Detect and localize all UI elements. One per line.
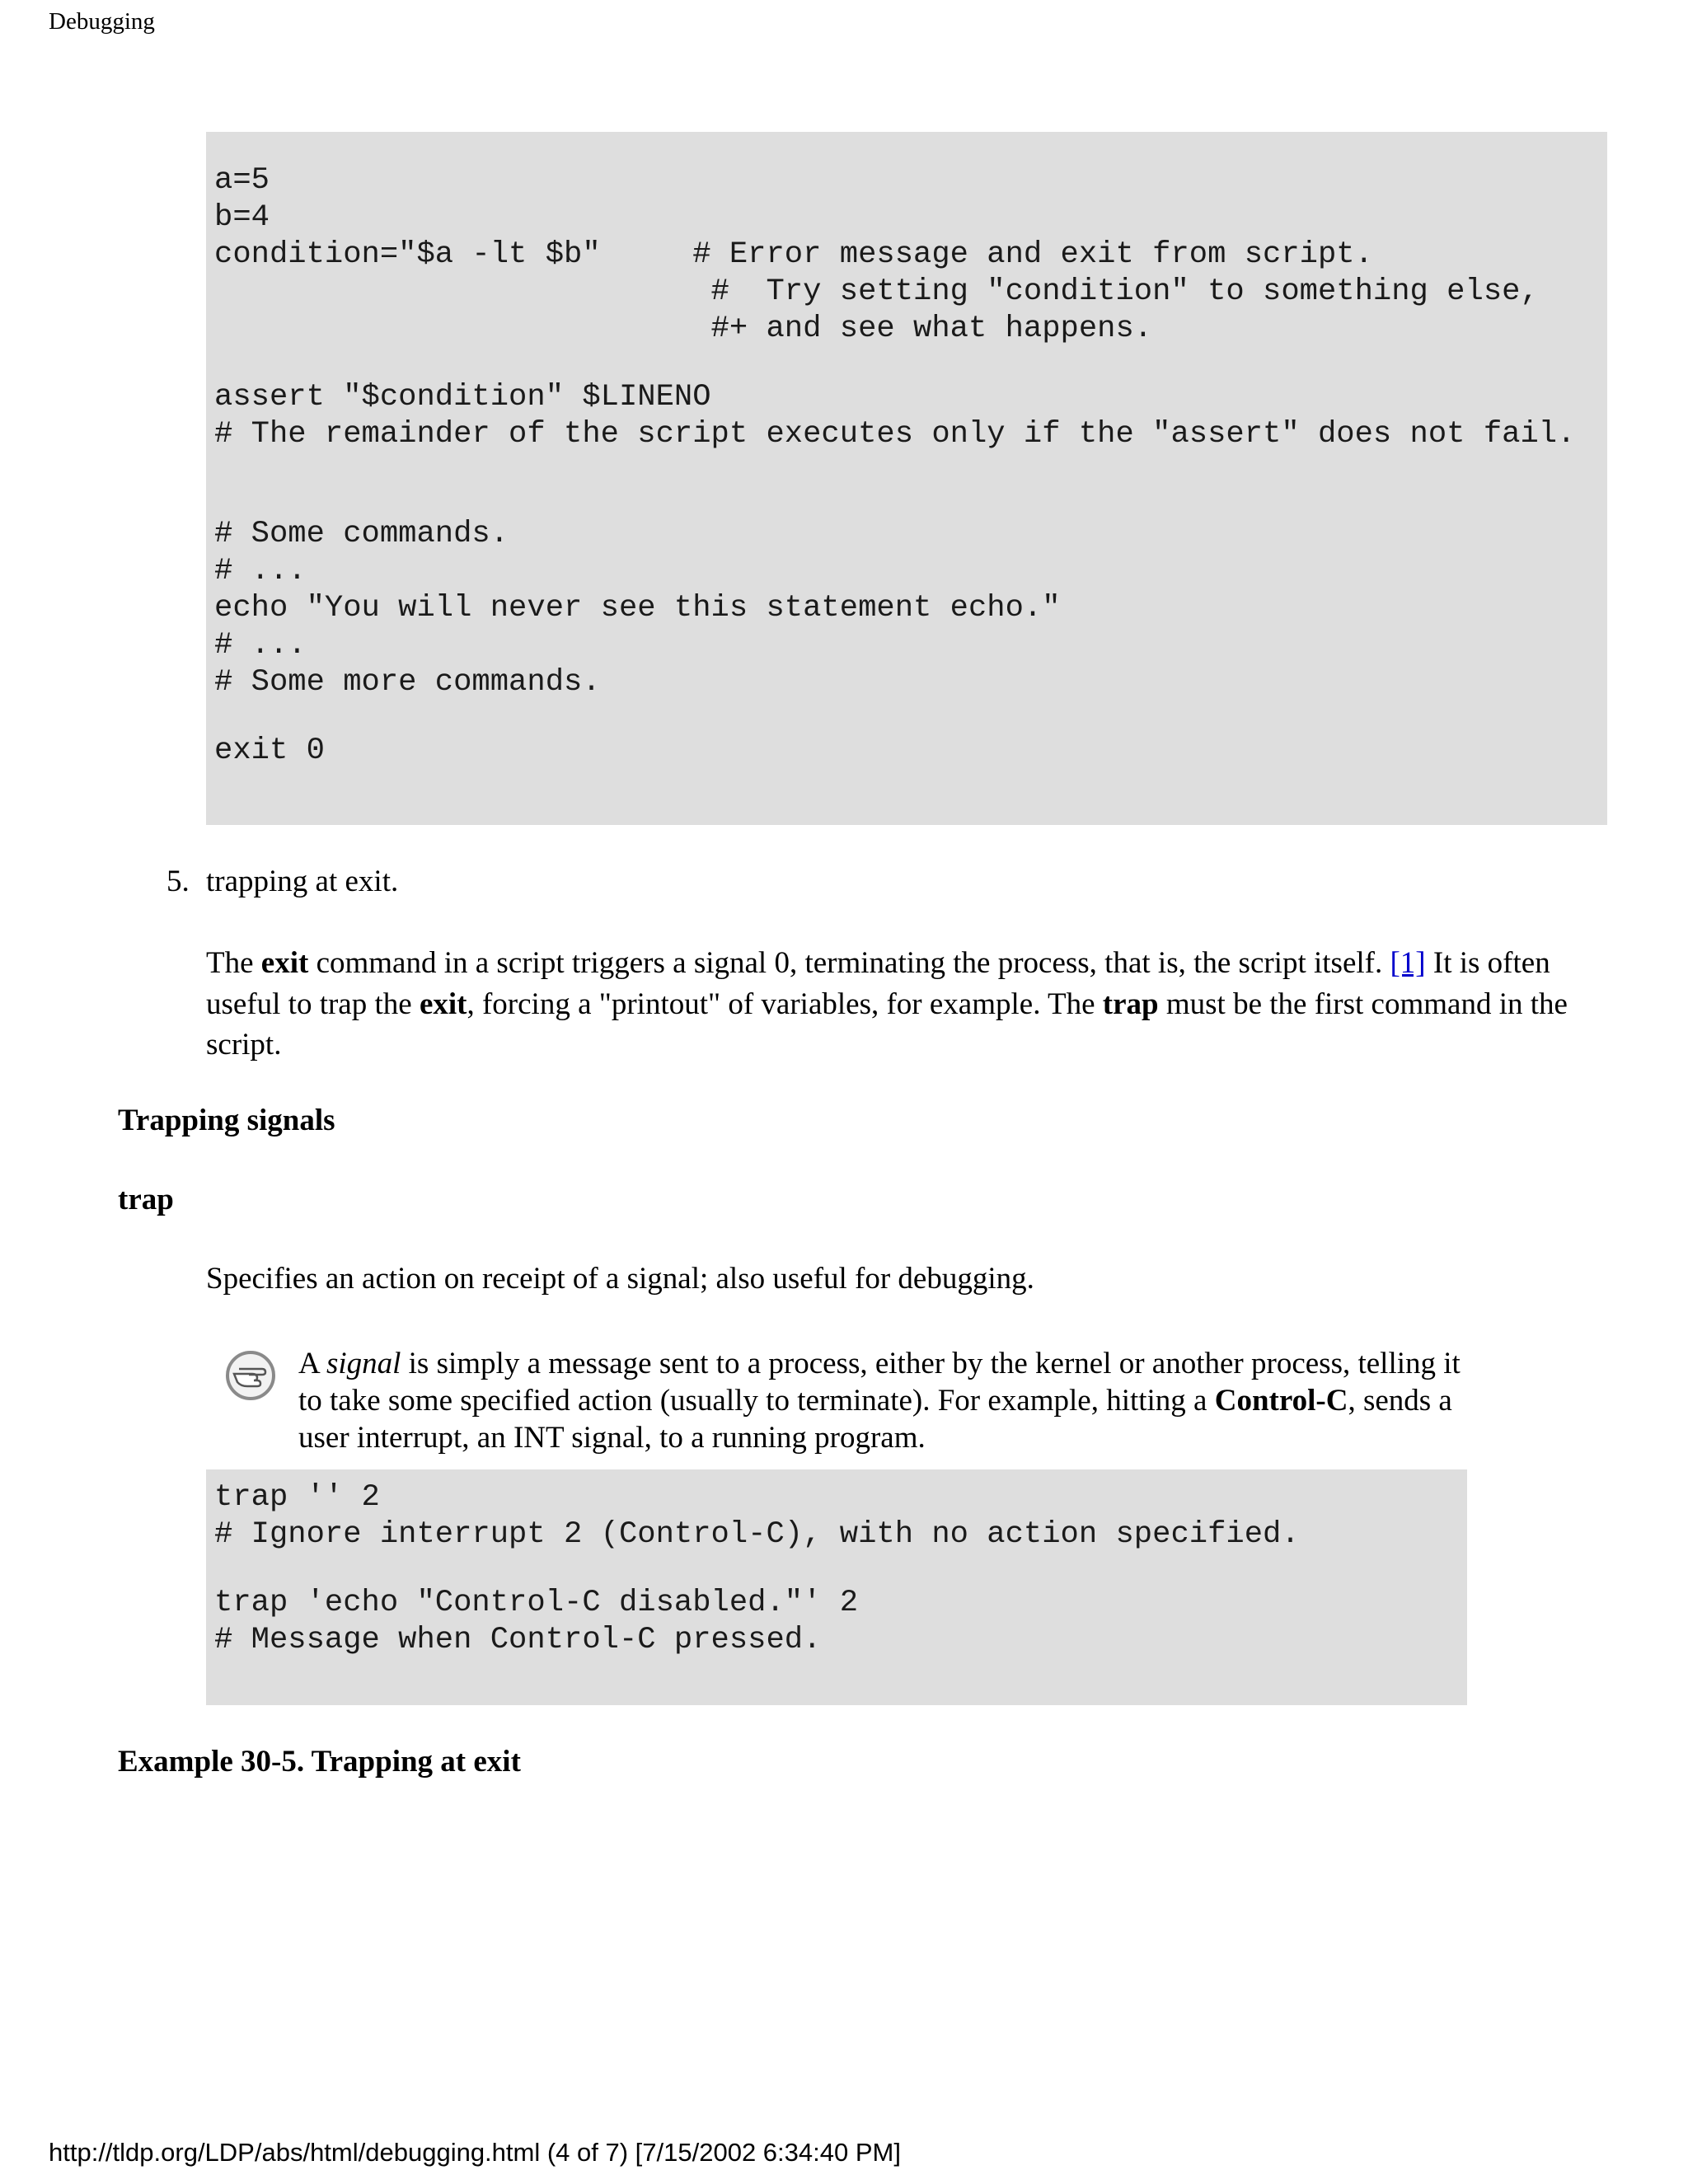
code-line: echo "You will never see this statement echo.": [214, 591, 1061, 626]
trap-command: trap: [1102, 987, 1159, 1021]
footnote-link[interactable]: [1]: [1390, 946, 1426, 980]
code-line: # The remainder of the script executes only if the "assert" does not fail.: [214, 417, 1576, 452]
code-block-assert: [206, 132, 1607, 825]
code-line: # Some more commands.: [214, 665, 601, 700]
code-line: condition="$a -lt $b" # Error message and exit from script.: [214, 237, 1373, 272]
term-heading-trap: trap: [118, 1183, 174, 1216]
note-hand-icon: [224, 1349, 277, 1402]
exit-command: exit: [419, 987, 467, 1021]
code-block-trap: [206, 1469, 1467, 1705]
code-line: # Ignore interrupt 2 (Control-C), with no action specified.: [214, 1517, 1300, 1552]
code-line: #+ and see what happens.: [214, 312, 1153, 346]
code-line: # Try setting "condition" to something else,: [214, 274, 1539, 309]
code-line: a=5: [214, 163, 270, 198]
code-line: # Message when Control-C pressed.: [214, 1623, 822, 1657]
code-line: # ...: [214, 554, 307, 588]
code-line: # ...: [214, 628, 307, 663]
list-item-text: trapping at exit.: [206, 865, 399, 898]
control-c-term: Control-C: [1214, 1384, 1348, 1418]
example-heading: Example 30-5. Trapping at exit: [118, 1745, 521, 1779]
signal-term: signal: [326, 1347, 401, 1380]
page-header-title: Debugging: [49, 8, 155, 35]
page-footer-url: http://tldp.org/LDP/abs/html/debugging.html (4 of 7) [7/15/2002 6:34:40 PM]: [49, 2138, 901, 2167]
code-line: exit 0: [214, 733, 325, 768]
exit-paragraph: The exit command in a script triggers a signal 0, terminating the process, that is, the script itself. [1] It is often useful to trap the exit, forcing a "printout" of variables, for example. The trap must be the first command in the script.: [206, 946, 1568, 1062]
code-line: # Some commands.: [214, 517, 509, 551]
list-item-number: 5.: [166, 865, 190, 898]
trap-description: Specifies an action on receipt of a signal; also useful for debugging.: [206, 1262, 1034, 1296]
code-line: trap '' 2: [214, 1480, 380, 1515]
code-line: assert "$condition" $LINENO: [214, 380, 711, 415]
exit-command: exit: [260, 946, 309, 980]
section-heading-trapping-signals: Trapping signals: [118, 1104, 335, 1137]
signal-note: A signal is simply a message sent to a process, either by the kernel or another process, telling it to take some specified action (usually to terminate). For example, hitting a Control-C, sends a user interrupt, an INT signal, to a running program.: [298, 1347, 1461, 1455]
code-line: b=4: [214, 200, 270, 235]
code-line: trap 'echo "Control-C disabled."' 2: [214, 1586, 859, 1620]
